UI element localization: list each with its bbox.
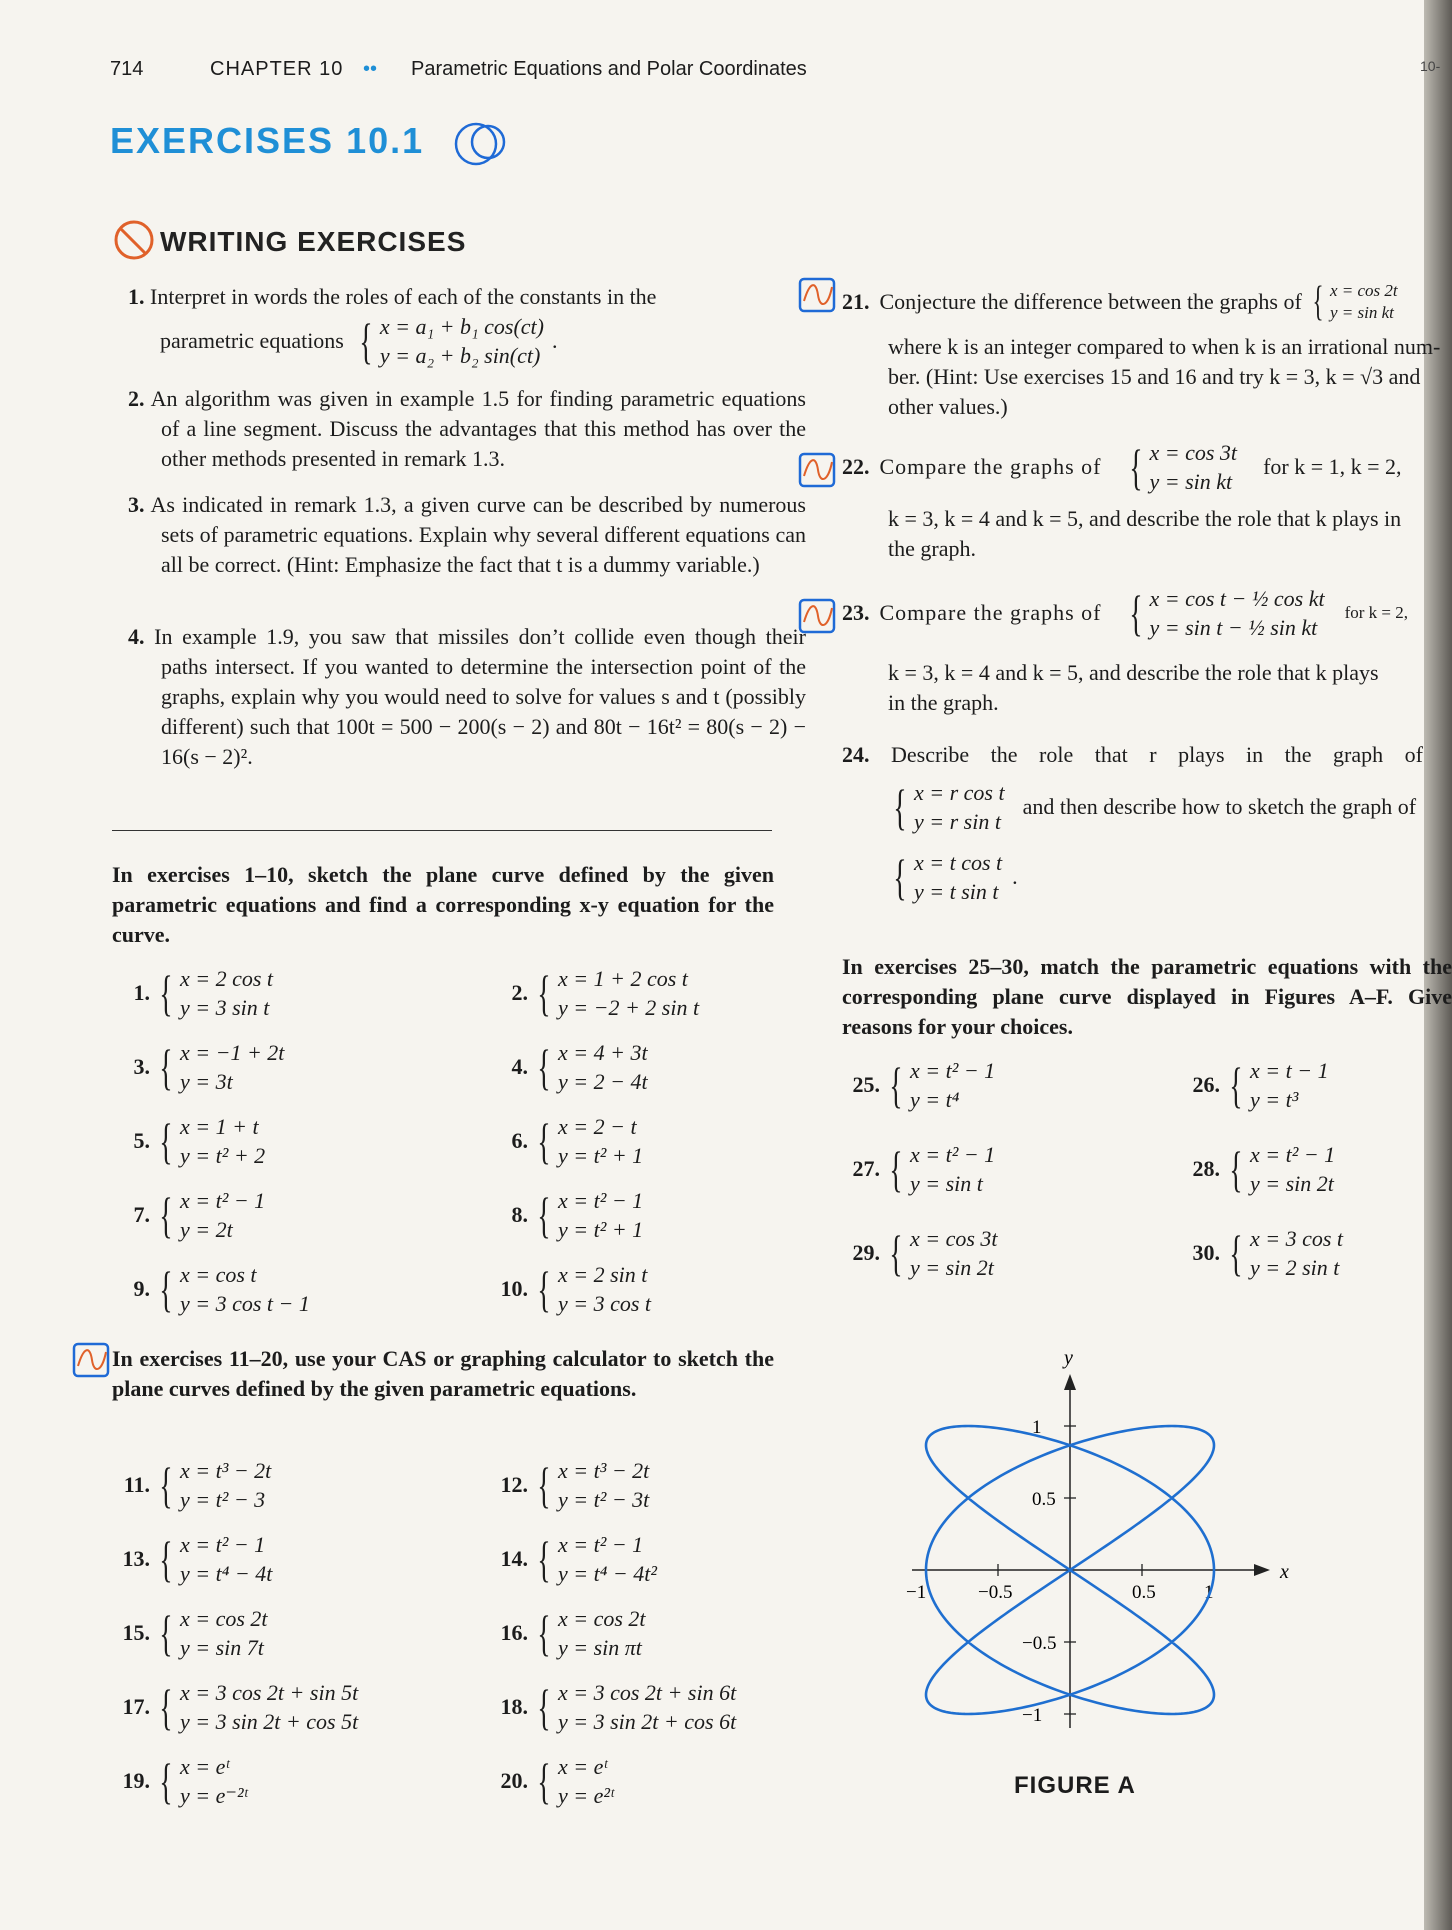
equation-system — [532, 1456, 649, 1514]
brace-glyph: { — [159, 1605, 173, 1661]
x-tick-label: 0.5 — [1132, 1582, 1156, 1603]
equation-system — [884, 1224, 998, 1282]
exercise-item — [112, 1604, 268, 1662]
equation-system — [154, 1456, 271, 1514]
calculator-icon — [72, 1342, 110, 1383]
equation-x: x = t² − 1 — [558, 1188, 644, 1213]
equation-x: x = cos 3t — [910, 1226, 998, 1251]
writing-icon — [112, 218, 156, 262]
brace-glyph: { — [889, 1057, 903, 1113]
writing-exercise-2 — [128, 384, 806, 474]
writing-heading: WRITING EXERCISES — [160, 226, 467, 257]
exercise-number: 3. — [133, 1054, 150, 1079]
brace-glyph: { — [537, 1457, 551, 1513]
equation-y: y = t² + 1 — [558, 1217, 644, 1242]
y-tick-label: 1 — [1032, 1417, 1042, 1438]
calculator-icon — [798, 598, 836, 634]
equation-y: y = sin 2t — [910, 1255, 994, 1280]
exercise-number: 12. — [500, 1472, 528, 1497]
equation-y: y = t sin t — [914, 879, 999, 904]
exercise-item — [490, 1604, 646, 1662]
brace-glyph: { — [1229, 1057, 1243, 1113]
exercise-21-body — [888, 332, 1452, 422]
equation-y: y = t² + 1 — [558, 1143, 644, 1168]
exercise-24-eq-b: { x = t cos t y = t sin t . — [893, 849, 1018, 905]
equation-y: y = 3 sin t — [180, 995, 270, 1020]
instructions-11-20: In exercises 11–20, use your CAS or graphing calculator to sketch the plane curves defined by the given parametric equations. — [112, 1346, 774, 1401]
exercise-text: Conjecture the difference between the graphs of — [879, 289, 1302, 314]
equation-system — [154, 1604, 268, 1662]
x-tick-label: −0.5 — [978, 1582, 1013, 1603]
equation-x: x = 2 − t — [558, 1114, 637, 1139]
chapter-dots: •• — [363, 58, 378, 80]
exercise-number: 5. — [133, 1128, 150, 1153]
exercise-number: 1. — [133, 980, 150, 1005]
brace-glyph: { — [159, 1531, 173, 1587]
equation-y: y = t² + 2 — [180, 1143, 266, 1168]
divider — [112, 830, 772, 831]
equation-y: y = 2t — [180, 1217, 233, 1242]
equation-x: x = 2 cos t — [180, 966, 274, 991]
exercise-number: 20. — [500, 1768, 528, 1793]
equation-y: y = 3 cos t — [558, 1291, 652, 1316]
equation-y: y = sin t − ½ sin kt — [1149, 615, 1318, 640]
brace-glyph: { — [159, 1261, 173, 1317]
equation-x: x = t² − 1 — [1250, 1142, 1336, 1167]
exercise-item — [490, 1260, 651, 1318]
brace-glyph: { — [537, 965, 551, 1021]
equation-x: x = −1 + 2t — [180, 1040, 285, 1065]
equation-system — [154, 1186, 265, 1244]
equation-x: x = a₁ + b₁ cos(ct) — [379, 314, 544, 339]
exercise-item — [490, 1456, 649, 1514]
brace-glyph: { — [1229, 1225, 1243, 1281]
brace-glyph: { — [537, 1679, 551, 1735]
exercise-number: 7. — [133, 1202, 150, 1227]
exercise-item — [1182, 1056, 1329, 1114]
punctuation: . — [1012, 864, 1018, 889]
equation-system — [532, 1038, 648, 1096]
equation-y: y = sin kt — [1329, 303, 1394, 322]
punctuation: . — [551, 328, 558, 353]
brace-glyph: { — [537, 1531, 551, 1587]
exercise-number: 2. — [511, 980, 528, 1005]
exercise-item — [1182, 1224, 1343, 1282]
exercise-item — [490, 1038, 648, 1096]
exercise-text: In example 1.9, you saw that missiles don’t collide even though their paths intersect. If you wanted to determine the intersection point of the graphs, explain why you would need to solve for values s and t (possibly different) such that 100t = 500 − 200(s − 2) and 80t − 16t² = 80(s − 2) − 16(s − 2)². — [154, 624, 806, 769]
exercise-number: 30. — [1192, 1240, 1220, 1265]
equation-x: x = t² − 1 — [180, 1532, 266, 1557]
exercise-number: 14. — [500, 1546, 528, 1571]
brace-glyph: { — [159, 1187, 173, 1243]
exercise-text: Compare the graphs of — [879, 600, 1102, 625]
equation-system — [532, 1112, 643, 1170]
equation-system — [1224, 1056, 1329, 1114]
x-axis-arrow — [1254, 1564, 1270, 1576]
section-logo-icon — [452, 116, 512, 170]
exercise-number: 21. — [842, 289, 870, 314]
exercise-item — [490, 1530, 657, 1588]
equation-y: y = t⁴ − 4t — [180, 1561, 273, 1586]
equation-x: x = 4 + 3t — [558, 1040, 648, 1065]
equation-system — [154, 1530, 272, 1588]
equation-x: x = 3 cos 2t + sin 5t — [180, 1680, 359, 1705]
equation-y: y = t² − 3 — [180, 1487, 266, 1512]
exercise-item — [112, 1260, 310, 1318]
brace-glyph: { — [537, 1113, 551, 1169]
exercise-23-body — [888, 658, 1452, 718]
y-tick-label: −1 — [1022, 1705, 1043, 1726]
exercise-text: for k = 1, k = 2, — [1263, 454, 1402, 479]
exercise-21: 21. Conjecture the difference between the graphs of { x = cos 2t y = sin kt — [842, 279, 1398, 325]
exercise-item — [112, 1112, 265, 1170]
exercise-number: 2. — [128, 386, 145, 411]
equation-system — [154, 1678, 358, 1736]
equation-x: x = t² − 1 — [910, 1142, 996, 1167]
equation-system — [532, 1530, 657, 1588]
exercise-text: for k = 2, — [1344, 603, 1409, 622]
chapter-label: CHAPTER 10 — [210, 58, 344, 80]
exercise-number: 1. — [128, 284, 145, 309]
equation-system — [1224, 1224, 1343, 1282]
exercise-number: 27. — [852, 1156, 880, 1181]
equation-x: x = t cos t — [914, 850, 1003, 875]
equation-x: x = eᵗ — [180, 1754, 230, 1779]
y-axis-arrow — [1064, 1374, 1076, 1390]
exercise-number: 18. — [500, 1694, 528, 1719]
equation-y: y = e²ᵗ — [558, 1783, 614, 1808]
exercise-item — [112, 1530, 272, 1588]
brace-glyph: { — [537, 1187, 551, 1243]
exercise-item — [112, 1456, 271, 1514]
exercise-number: 29. — [852, 1240, 880, 1265]
exercise-number: 10. — [500, 1276, 528, 1301]
edge-tab: 10- — [1420, 58, 1441, 74]
exercise-number: 22. — [842, 454, 870, 479]
equation-system — [532, 1604, 646, 1662]
equation-y: y = sin t — [910, 1171, 983, 1196]
equation-x: x = t² − 1 — [910, 1058, 996, 1083]
instructions-25-30: In exercises 25–30, match the parametric equations with the corresponding plane curve displayed in Figures A–F. Give reasons for your choices. — [842, 954, 1452, 1039]
x-tick-label: 1 — [1204, 1582, 1214, 1603]
exercise-item — [112, 1752, 247, 1810]
equation-y: y = t³ — [1250, 1087, 1299, 1112]
equation-x: x = r cos t — [914, 780, 1005, 805]
equation-system — [154, 964, 273, 1022]
exercise-item — [490, 1752, 614, 1810]
x-tick-label: −1 — [906, 1582, 927, 1603]
exercise-number: 26. — [1192, 1072, 1220, 1097]
brace-glyph: { — [159, 965, 173, 1021]
exercise-item — [1182, 1140, 1335, 1198]
exercise-number: 9. — [133, 1276, 150, 1301]
exercise-item — [842, 1140, 995, 1198]
exercise-item — [490, 1186, 643, 1244]
figure-label: FIGURE A — [1014, 1772, 1136, 1799]
y-tick-label: 0.5 — [1032, 1489, 1056, 1510]
equation-x: x = eᵗ — [558, 1754, 608, 1779]
exercise-item — [490, 1112, 643, 1170]
equation-x: x = 3 cos 2t + sin 6t — [558, 1680, 737, 1705]
brace-glyph: { — [537, 1753, 551, 1809]
exercise-number: 8. — [511, 1202, 528, 1227]
equation-system — [1224, 1140, 1335, 1198]
exercise-text: Interpret in words the roles of each of the constants in the — [150, 284, 657, 309]
equation-x: x = cos t — [180, 1262, 257, 1287]
writing-exercise-3 — [128, 490, 806, 580]
brace-glyph: { — [159, 1113, 173, 1169]
equation-x: x = cos 3t — [1149, 440, 1238, 465]
equation-y: y = 3 cos t − 1 — [180, 1291, 310, 1316]
exercise-number: 25. — [852, 1072, 880, 1097]
x-axis-label: x — [1280, 1561, 1289, 1583]
equation-x: x = t³ − 2t — [180, 1458, 272, 1483]
equation-y: y = 3 sin 2t + cos 5t — [180, 1709, 359, 1734]
exercise-number: 6. — [511, 1128, 528, 1153]
equation-system — [884, 1140, 995, 1198]
equation-system — [154, 1112, 265, 1170]
equation-x: x = 1 + 2 cos t — [558, 966, 688, 991]
equation-system — [532, 1260, 651, 1318]
equation-system — [154, 1752, 247, 1810]
brace-glyph: { — [159, 1457, 173, 1513]
exercise-number: 11. — [123, 1472, 150, 1497]
exercise-number: 16. — [500, 1620, 528, 1645]
brace-glyph: { — [889, 1225, 903, 1281]
exercise-item — [842, 1056, 995, 1114]
section-title: EXERCISES 10.1 — [110, 120, 425, 161]
figure-a-plot — [800, 1347, 1289, 1780]
brace-glyph: { — [537, 1605, 551, 1661]
exercise-text: in the graph. — [888, 690, 999, 715]
equation-system — [154, 1038, 284, 1096]
instructions-1-10: In exercises 1–10, sketch the plane curve defined by the given parametric equations and find a corresponding x-y equation for the curve. — [112, 862, 774, 947]
equation-y: y = 2 sin t — [1250, 1255, 1340, 1280]
equation-system — [532, 1752, 614, 1810]
exercise-number: 28. — [1192, 1156, 1220, 1181]
writing-exercise-1-equations: parametric equations { x = a₁ + b₁ cos(ct) y = a₂ + b₂ sin(ct) . — [160, 313, 558, 369]
brace-glyph: { — [159, 1753, 173, 1809]
exercise-23: 23. Compare the graphs of { x = cos t − ½ cos kt y = sin t − ½ sin kt for k = 2, — [842, 585, 1409, 641]
equation-x: x = 1 + t — [180, 1114, 259, 1139]
writing-exercise-4 — [128, 622, 806, 772]
exercise-text: An algorithm was given in example 1.5 for finding parametric equations of a line segment. Discuss the advantages that this method has over the other methods presented in remark 1.3. — [150, 386, 806, 471]
exercise-22-body — [888, 504, 1452, 564]
exercise-number: 4. — [128, 624, 145, 649]
equation-y: y = 2 − 4t — [558, 1069, 648, 1094]
equation-x: x = t² − 1 — [558, 1532, 644, 1557]
equation-x: x = cos 2t — [1329, 281, 1398, 300]
equation-y: y = −2 + 2 sin t — [558, 995, 700, 1020]
writing-exercise-1 — [128, 282, 773, 312]
equation-system — [154, 1260, 310, 1318]
equation-y: y = t² − 3t — [558, 1487, 650, 1512]
exercise-text: As indicated in remark 1.3, a given curve can be described by numerous sets of parametric equations. Explain why several different equations can all be correct. (Hint: Emphasize the fact that t is a dummy variable.) — [150, 492, 806, 577]
exercise-text: and then describe how to sketch the graph of — [1022, 794, 1417, 819]
equation-y: y = sin 7t — [180, 1635, 264, 1660]
equation-y: y = r sin t — [914, 809, 1001, 834]
exercise-item — [842, 1224, 998, 1282]
equation-x: x = t² − 1 — [180, 1188, 266, 1213]
equation-system — [532, 964, 699, 1022]
equation-y: y = sin 2t — [1250, 1171, 1334, 1196]
exercise-text: Describe the role that r plays in the graph of — [891, 742, 1423, 767]
equation-x: x = t³ − 2t — [558, 1458, 650, 1483]
exercise-item — [112, 1186, 265, 1244]
equation-y: y = a₂ + b₂ sin(ct) — [379, 343, 541, 368]
equation-y: y = t⁴ − 4t² — [558, 1561, 657, 1586]
exercise-item — [490, 964, 699, 1022]
brace-glyph: { — [537, 1039, 551, 1095]
equation-system — [884, 1056, 995, 1114]
exercise-22: 22. Compare the graphs of { x = cos 3t y = sin kt for k = 1, k = 2, — [842, 439, 1402, 495]
exercise-number: 15. — [122, 1620, 150, 1645]
equation-x: x = cos 2t — [558, 1606, 646, 1631]
chapter-title: Parametric Equations and Polar Coordinates — [411, 58, 807, 80]
exercise-item — [490, 1678, 736, 1736]
equation-y: y = 3 sin 2t + cos 6t — [558, 1709, 737, 1734]
exercise-text: the graph. — [888, 536, 976, 561]
brace-glyph: { — [537, 1261, 551, 1317]
exercise-item — [112, 1678, 358, 1736]
equation-x: x = 2 sin t — [558, 1262, 648, 1287]
exercise-number: 4. — [511, 1054, 528, 1079]
equation-system — [532, 1678, 736, 1736]
exercise-number: 13. — [122, 1546, 150, 1571]
brace-glyph: { — [889, 1141, 903, 1197]
equation-y: y = t⁴ — [910, 1087, 960, 1112]
equation-y: y = 3t — [180, 1069, 233, 1094]
equation-x: x = cos 2t — [180, 1606, 268, 1631]
equation-y: y = sin kt — [1149, 469, 1233, 494]
exercise-text: k = 3, k = 4 and k = 5, and describe the role that k plays in — [888, 506, 1402, 531]
exercise-text: parametric equations — [160, 328, 344, 353]
exercise-item — [112, 964, 273, 1022]
exercise-text: Compare the graphs of — [879, 454, 1102, 479]
equation-y: y = e⁻²ᵗ — [180, 1783, 248, 1808]
exercise-number: 24. — [842, 742, 870, 767]
equation-y: y = sin πt — [558, 1635, 642, 1660]
calculator-icon — [798, 452, 836, 488]
brace-glyph: { — [159, 1039, 173, 1095]
equation-system — [532, 1186, 643, 1244]
page-number: 714 — [110, 58, 144, 80]
exercise-24-eq-a: { x = r cos t y = r sin t and then describe how to sketch the graph of — [893, 779, 1417, 835]
exercise-number: 23. — [842, 600, 870, 625]
exercise-text: k = 3, k = 4 and k = 5, and describe the role that k plays — [888, 660, 1379, 685]
equation-x: x = t − 1 — [1250, 1058, 1329, 1083]
exercise-number: 3. — [128, 492, 145, 517]
equation-x: x = cos t − ½ cos kt — [1149, 586, 1325, 611]
exercise-item — [112, 1038, 284, 1096]
y-axis-label: y — [1064, 1347, 1073, 1369]
brace-glyph: { — [159, 1679, 173, 1735]
exercise-text: ber. (Hint: Use exercises 15 and 16 and try k = 3, k = √3 and — [888, 364, 1421, 389]
brace-glyph: { — [1229, 1141, 1243, 1197]
calculator-icon — [798, 277, 836, 313]
exercise-text: other values.) — [888, 394, 1008, 419]
equation-x: x = 3 cos t — [1250, 1226, 1344, 1251]
exercise-text: where k is an integer compared to when k is an irrational num- — [888, 334, 1441, 359]
exercise-number: 17. — [122, 1694, 150, 1719]
exercise-number: 19. — [122, 1768, 150, 1793]
y-tick-label: −0.5 — [1022, 1633, 1057, 1654]
exercise-24 — [842, 742, 1452, 768]
